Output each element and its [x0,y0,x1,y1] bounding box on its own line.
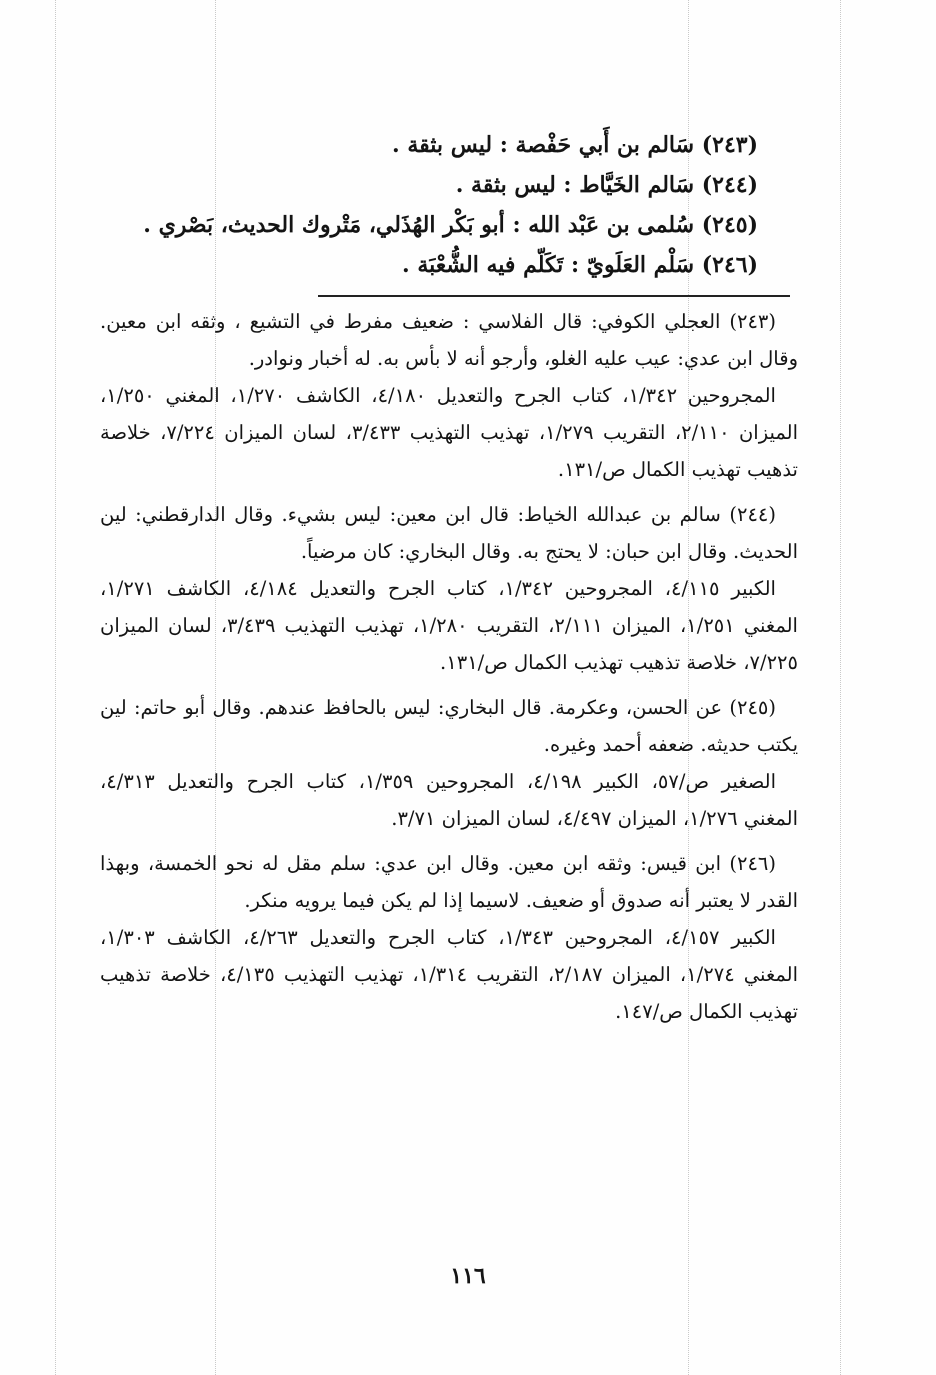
document-page [100,125,798,1038]
footnote-246 [100,845,798,1030]
footnotes [100,303,798,1030]
footnote-bio: (٢٤٣) العجلي الكوفي: قال الفلاسي : ضعيف مفرط في التشيع ، وثقه ابن معين. وقال ابن عدي: عيب عليه الغلو، وأرجو أنه لا بأس به. له أخبار ونوادر. [100,310,798,370]
footnote-244 [100,496,798,681]
scan-guide-line [55,0,56,1375]
footnote-references: الكبير ٤/١١٥، المجروحين ١/٣٤٢، كتاب الجرح والتعديل ٤/١٨٤، الكاشف ١/٢٧١، المغني ١/٢٥١، الميزان ٢/١١١، التقريب ١/٢٨٠، تهذيب التهذيب ٣/٤٣٩، لسان الميزان ٧/٢٢٥، خلاصة تذهيب تهذيب الكمال ص/١٣١. [100,577,798,674]
main-entries [108,125,758,285]
footnote-divider [318,295,790,297]
entry-246: (٢٤٦) سَلْم العَلَويّ : تَكَلّم فيه الشُّعْبَة . [402,252,758,278]
footnote-bio: (٢٤٦) ابن قيس: وثقه ابن معين. وقال ابن عدي: سلم مقل له نحو الخمسة، وبهذا القدر لا يعتبر أنه صدوق أو ضعيف. لاسيما إذا لم يكن فيما يرويه منكر. [100,852,798,912]
footnote-bio: (٢٤٤) سالم بن عبدالله الخياط: قال ابن معين: ليس بشيء. وقال الدارقطني: لين الحديث. وقال ابن حبان: لا يحتج به. وقال البخاري: كان مرضياً. [100,503,798,563]
footnote-references: المجروحين ١/٣٤٢، كتاب الجرح والتعديل ٤/١٨٠، الكاشف ١/٢٧٠، المغني ١/٢٥٠، الميزان ٢/١١٠، التقريب ١/٢٧٩، تهذيب التهذيب ٣/٤٣٣، لسان الميزان ٧/٢٢٤، خلاصة تذهيب تهذيب الكمال ص/١٣١. [100,384,798,481]
entry-244: (٢٤٤) سَالم الخَيَّاط : ليس بثقة . [455,172,758,198]
entry-243: (٢٤٣) سَالم بن أَبي حَفْصة : ليس بثقة . [392,132,758,158]
footnote-243 [100,303,798,488]
footnote-references: الصغير ص/٥٧، الكبير ٤/١٩٨، المجروحين ١/٣٥٩، كتاب الجرح والتعديل ٤/٣١٣، المغني ١/٢٧٦، الميزان ٤/٤٩٧، لسان الميزان ٣/٧١. [100,770,798,830]
scan-guide-line [840,0,841,1375]
page-number: ١١٦ [450,1263,486,1289]
entry-245: (٢٤٥) سُلمى بن عَبْد الله : أبو بَكْر الهُذَلي، مَتْروك الحديث، بَصْري . [143,212,758,238]
footnote-bio: (٢٤٥) عن الحسن، وعكرمة. قال البخاري: ليس بالحافظ عندهم. وقال أبو حاتم: لين يكتب حديثه. ضعفه أحمد وغيره. [100,696,798,756]
footnote-245 [100,689,798,837]
footnote-references: الكبير ٤/١٥٧، المجروحين ١/٣٤٣، كتاب الجرح والتعديل ٤/٢٦٣، الكاشف ١/٣٠٣، المغني ١/٢٧٤، الميزان ٢/١٨٧، التقريب ١/٣١٤، تهذيب التهذيب ٤/١٣٥، خلاصة تذهيب تهذيب الكمال ص/١٤٧. [100,926,798,1023]
